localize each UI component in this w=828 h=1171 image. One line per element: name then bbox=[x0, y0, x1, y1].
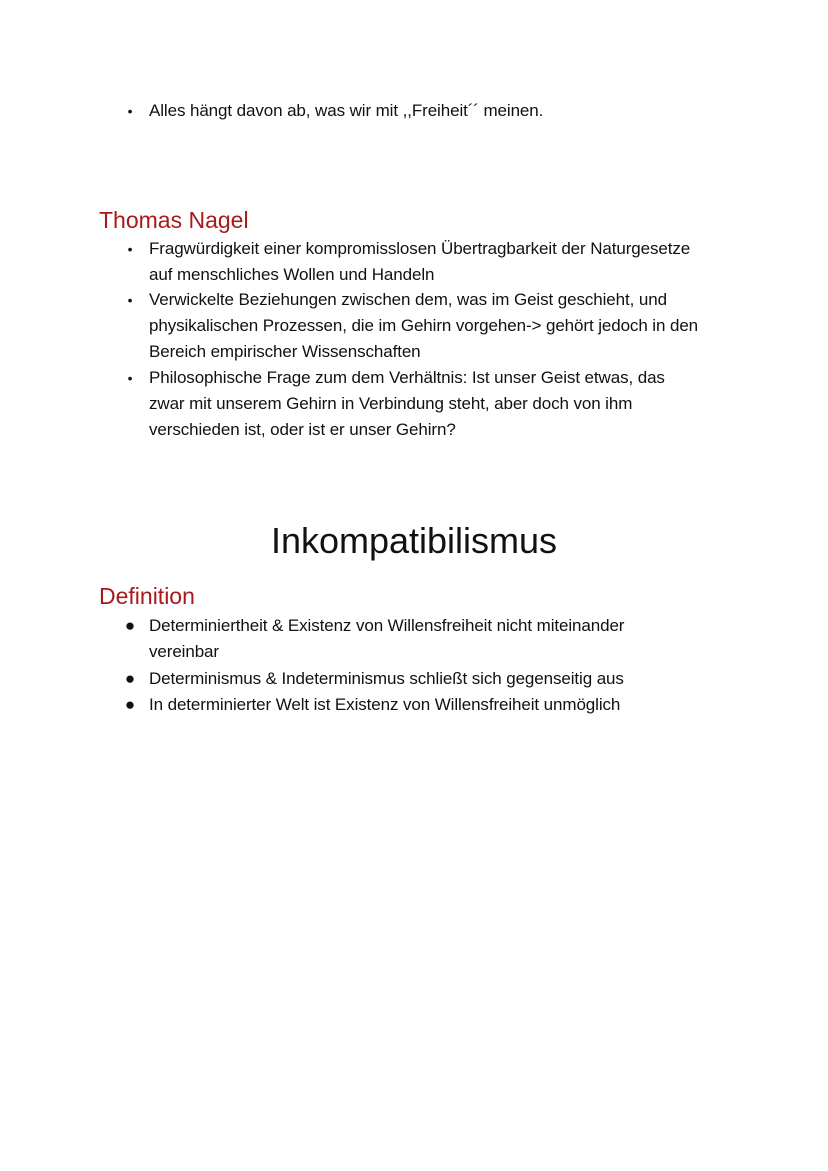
section-heading-definition: Definition bbox=[99, 583, 195, 609]
list-item-line: physikalischen Prozessen, die im Gehirn vorgehen-> gehört jedoch in den bbox=[149, 316, 699, 335]
list-item bbox=[124, 692, 749, 718]
list-item bbox=[127, 98, 749, 124]
list-item-line: auf menschliches Wollen und Handeln bbox=[149, 265, 435, 284]
list-item-line: Determiniertheit & Existenz von Willensfreiheit nicht miteinander bbox=[149, 616, 625, 635]
list-item-line: verschieden ist, oder ist er unser Gehirn? bbox=[149, 420, 456, 439]
bullet-icon: • bbox=[127, 241, 133, 257]
list-item bbox=[124, 666, 749, 692]
list-item-line: Verwickelte Beziehungen zwischen dem, was im Geist geschieht, und bbox=[149, 290, 667, 309]
bullet-icon: • bbox=[127, 292, 133, 308]
list-item-line: Determinismus & Indeterminismus schließt sich gegenseitig aus bbox=[149, 669, 624, 688]
list-item bbox=[127, 365, 749, 443]
page-title: Inkompatibilismus bbox=[270, 520, 558, 561]
list-item-line: vereinbar bbox=[149, 642, 219, 661]
bullet-icon: ● bbox=[124, 695, 136, 714]
list-item-line: In determinierter Welt ist Existenz von Willensfreiheit unmöglich bbox=[149, 695, 621, 714]
bullet-icon: • bbox=[127, 370, 133, 386]
bullet-icon: ● bbox=[124, 616, 136, 635]
list-item-line: zwar mit unserem Gehirn in Verbindung steht, aber doch von ihm bbox=[149, 394, 633, 413]
bullet-icon: ● bbox=[124, 669, 136, 688]
list-item-line: Fragwürdigkeit einer kompromisslosen Übertragbarkeit der Naturgesetze bbox=[149, 239, 691, 258]
list-item-line: Bereich empirischer Wissenschaften bbox=[149, 342, 421, 361]
list-item-line: Philosophische Frage zum dem Verhältnis: Ist unser Geist etwas, das bbox=[149, 368, 665, 387]
section-heading-thomas-nagel: Thomas Nagel bbox=[99, 207, 249, 233]
list-item bbox=[127, 236, 749, 288]
list-item bbox=[124, 613, 749, 665]
intro-text: Alles hängt davon ab, was wir mit ,,Freiheit´´ meinen. bbox=[149, 101, 544, 120]
list-item bbox=[127, 287, 749, 365]
bullet-icon: • bbox=[127, 103, 133, 119]
